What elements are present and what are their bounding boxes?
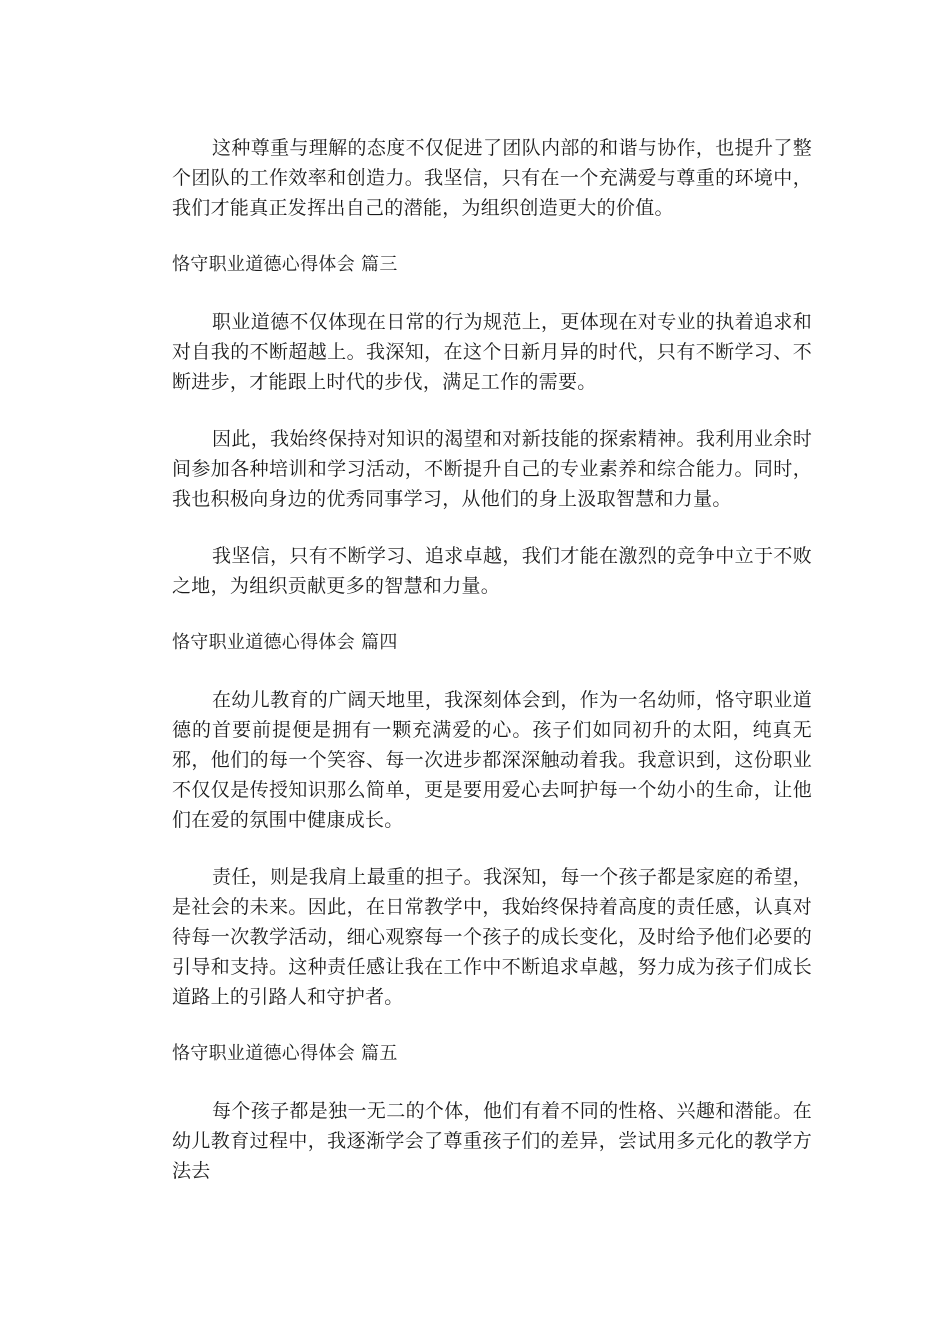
paragraph-respect: 这种尊重与理解的态度不仅促进了团队内部的和谐与协作，也提升了整个团队的工作效率和创造力。我坚信，只有在一个充满爱与尊重的环境中，我们才能真正发挥出自己的潜能，为组织创造更大的价值。 xyxy=(172,137,812,219)
paragraph-belief-excellence: 我坚信，只有不断学习、追求卓越，我们才能在激烈的竞争中立于不败之地，为组织贡献更多的智慧和力量。 xyxy=(172,545,812,597)
paragraph-professional-pursuit: 职业道德不仅体现在日常的行为规范上，更体现在对专业的执着追求和对自我的不断超越上。我深知，在这个日新月异的时代，只有不断学习、不断进步，才能跟上时代的步伐，满足工作的需要。 xyxy=(172,311,812,393)
section-heading-part-four: 恪守职业道德心得体会 篇四 xyxy=(172,632,398,653)
paragraph-love-for-children: 在幼儿教育的广阔天地里，我深刻体会到，作为一名幼师，恪守职业道德的首要前提便是拥有一颗充满爱的心。孩子们如同初升的太阳，纯真无邪，他们的每一个笑容、每一次进步都深深触动着我。我意识到，这份职业不仅仅是传授知识那么简单，更是要用爱心去呵护每一个幼小的生命，让他们在爱的氛围中健康成长。 xyxy=(172,689,812,831)
paragraph-responsibility: 责任，则是我肩上最重的担子。我深知，每一个孩子都是家庭的希望，是社会的未来。因此，在日常教学中，我始终保持着高度的责任感，认真对待每一次教学活动，细心观察每一个孩子的成长变化，及时给予他们必要的引导和支持。这种责任感让我在工作中不断追求卓越，努力成为孩子们成长道路上的引路人和守护者。 xyxy=(172,866,812,1008)
section-heading-part-three: 恪守职业道德心得体会 篇三 xyxy=(172,254,398,275)
section-heading-part-five: 恪守职业道德心得体会 篇五 xyxy=(172,1043,398,1064)
paragraph-individual-differences: 每个孩子都是独一无二的个体，他们有着不同的性格、兴趣和潜能。在幼儿教育过程中，我逐渐学会了尊重孩子们的差异，尝试用多元化的教学方法去 xyxy=(172,1100,812,1182)
document-page xyxy=(172,133,812,1186)
paragraph-continuous-learning: 因此，我始终保持对知识的渴望和对新技能的探索精神。我利用业余时间参加各种培训和学习活动，不断提升自己的专业素养和综合能力。同时，我也积极向身边的优秀同事学习，从他们的身上汲取智慧和力量。 xyxy=(172,428,812,510)
